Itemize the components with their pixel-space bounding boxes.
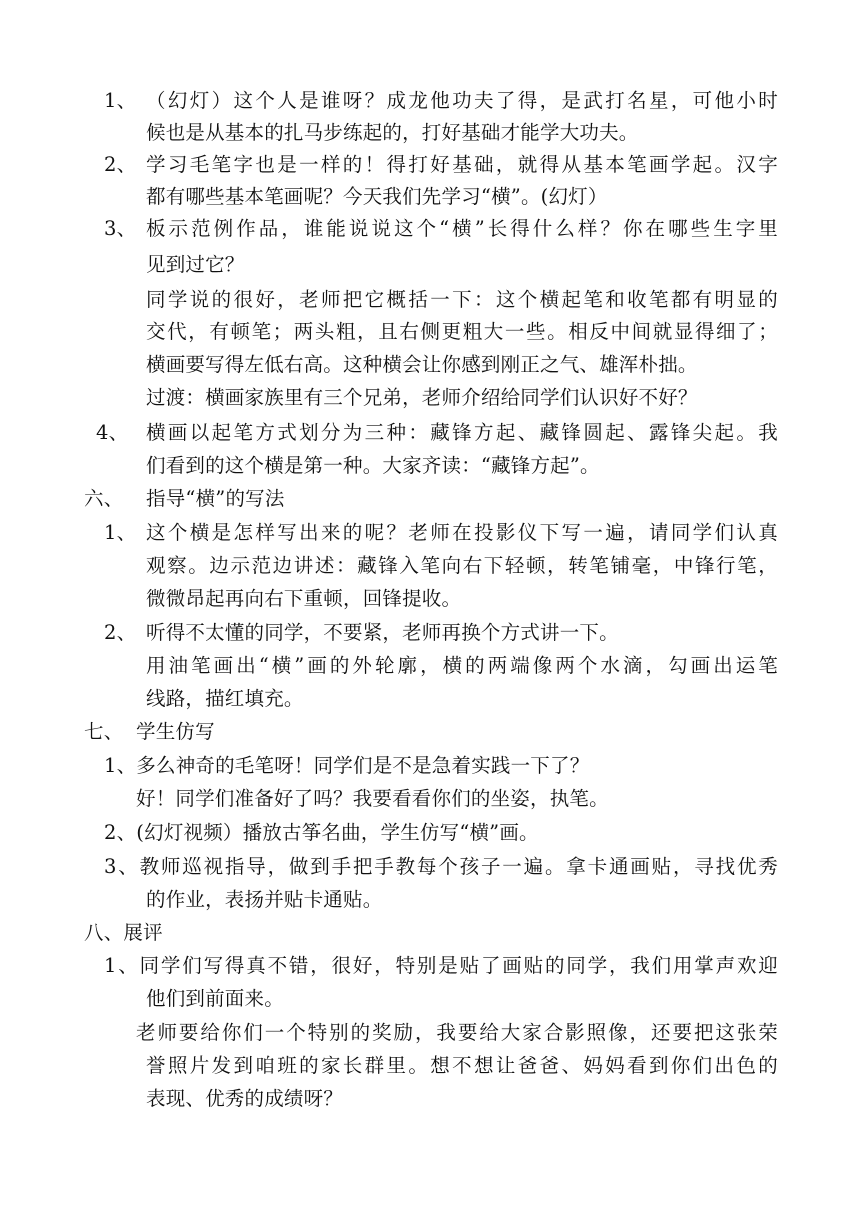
text-line: 他们到前面来。 — [146, 987, 284, 1010]
text-line: 同学说的很好，老师把它概括一下：这个横起笔和收笔都有明显的 — [146, 288, 778, 311]
text-line: 横画要写得左低右高。这种横会让你感到刚正之气、雄浑朴拙。 — [146, 353, 698, 376]
section-heading: 指导“横”的写法 — [146, 487, 285, 510]
text-line: 横画以起笔方式划分为三种：藏锋方起、藏锋圆起、露锋尖起。我 — [146, 421, 778, 444]
text-line: 线路，描红填充。 — [146, 687, 304, 710]
text-line: （幻灯）这个人是谁呀？成龙他功夫了得，是武打名星，可他小时 — [146, 89, 778, 112]
list-marker: 2、 — [104, 153, 137, 176]
text-line: 听得不太懂的同学，不要紧，老师再换个方式讲一下。 — [146, 621, 619, 644]
text-line: 们看到的这个横是第一种。大家齐读：“藏锋方起”。 — [146, 454, 600, 477]
section-heading: 学生仿写 — [136, 720, 215, 743]
text-line: 都有哪些基本笔画呢？今天我们先学习“横”。(幻灯） — [146, 185, 608, 208]
text-line: 好！同学们准备好了吗？我要看看你们的坐姿，执笔。 — [136, 787, 609, 810]
list-marker: 3、 — [104, 217, 137, 240]
text-line: 这个横是怎样写出来的呢？老师在投影仪下写一遍，请同学们认真 — [146, 521, 778, 544]
text-line: 用油笔画出“横”画的外轮廓，横的两端像两个水滴，勾画出运笔 — [146, 654, 778, 677]
text-line: 板示范例作品，谁能说说这个“横”长得什么样？你在哪些生字里 — [146, 217, 778, 240]
text-line: 表现、优秀的成绩呀？ — [146, 1087, 344, 1110]
text-line: 候也是从基本的扎马步练起的，打好基础才能学大功夫。 — [146, 121, 639, 144]
text-line: 老师要给你们一个特别的奖励，我要给大家合影照像，还要把这张荣 — [136, 1021, 778, 1044]
text-line: 学习毛笔字也是一样的！得打好基础，就得从基本笔画学起。汉字 — [146, 153, 778, 176]
text-line: 过渡：横画家族里有三个兄弟，老师介绍给同学们认识好不好？ — [146, 386, 698, 409]
text-line: 观察。边示范边讲述：藏锋入笔向右下轻顿，转笔铺毫，中锋行笔， — [146, 554, 778, 577]
text-line: 交代，有顿笔；两头粗，且右侧更粗大一些。相反中间就显得细了； — [146, 320, 778, 343]
section-marker: 七、 — [84, 720, 124, 743]
list-marker: 4、 — [96, 421, 129, 444]
text-line: 见到过它？ — [146, 253, 245, 276]
text-line: 2、(幻灯视频）播放古筝名曲，学生仿写“横”画。 — [104, 821, 539, 844]
list-marker: 1、 — [104, 89, 137, 112]
text-line: 3、教师巡视指导，做到手把手教每个孩子一遍。拿卡通画贴，寻找优秀 — [104, 855, 778, 878]
list-marker: 2、 — [104, 621, 137, 644]
text-line: 微微昂起再向右下重顿，回锋提收。 — [146, 587, 462, 610]
section-marker: 六、 — [84, 487, 124, 510]
text-line: 1、多么神奇的毛笔呀！同学们是不是急着实践一下了？ — [104, 754, 590, 777]
list-marker: 1、 — [104, 521, 137, 544]
text-line: 的作业，表扬并贴卡通贴。 — [146, 888, 383, 911]
section-heading: 八、展评 — [84, 921, 163, 944]
text-line: 誉照片发到咱班的家长群里。想不想让爸爸、妈妈看到你们出色的 — [146, 1054, 778, 1077]
text-line: 1、同学们写得真不错，很好，特别是贴了画贴的同学，我们用掌声欢迎 — [104, 954, 778, 977]
